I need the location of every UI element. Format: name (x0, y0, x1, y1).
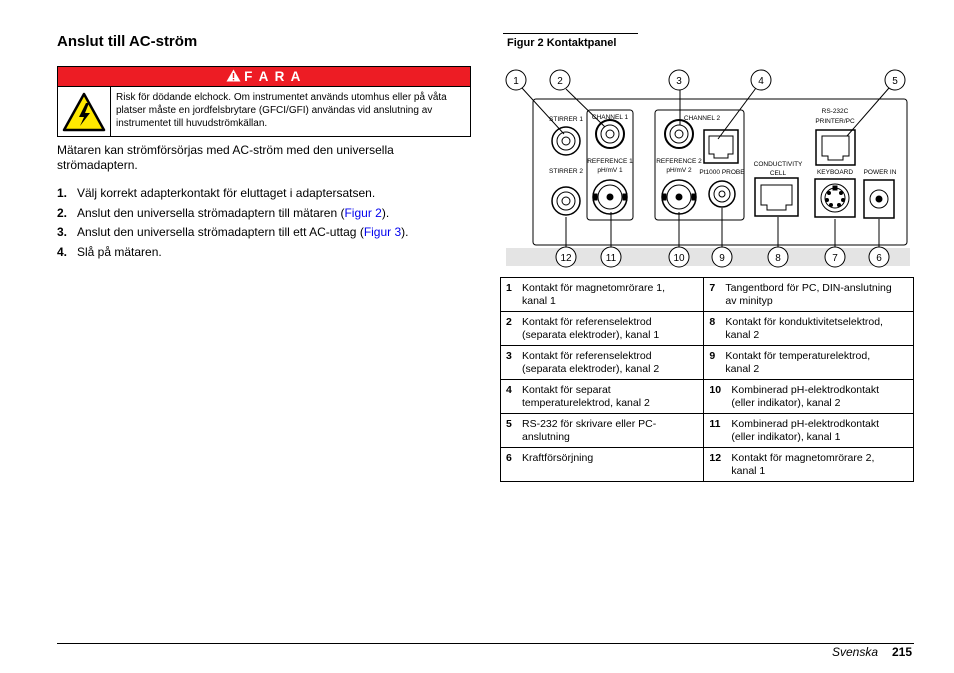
legend-number: 12 (709, 452, 722, 464)
legend-table (500, 277, 914, 482)
callout-number: 5 (892, 76, 898, 87)
label-reference-2: REFERENCE 2 (656, 158, 702, 165)
step-text-end: ). (401, 225, 409, 239)
danger-icon-cell (58, 87, 111, 136)
legend-number: 3 (506, 350, 512, 362)
table-row (501, 346, 914, 380)
step-number: 4. (57, 244, 68, 259)
table-row (501, 380, 914, 414)
step-number: 1. (57, 186, 68, 200)
label-conductivity: CONDUCTIVITY (753, 161, 803, 168)
electric-shock-icon (62, 92, 106, 132)
callout-number: 10 (673, 253, 685, 264)
legend-number: 5 (506, 418, 512, 430)
legend-text: RS-232 för skrivare eller PC-anslutning (522, 418, 657, 443)
step-text-end: ). (381, 205, 390, 220)
footer-page-number: 215 (892, 645, 913, 659)
legend-text: Kontakt för temperaturelektrod, kanal 2 (725, 350, 871, 375)
figure-2-link[interactable]: Figur 2 (344, 205, 382, 220)
callout-number: 3 (676, 76, 682, 87)
footer-language: Svenska (832, 645, 879, 659)
legend-text: Kraftförsörjning (522, 452, 594, 464)
list-item (57, 206, 477, 226)
figure-3-link[interactable]: Figur 3 (363, 225, 402, 239)
bnc-2-connector (662, 180, 696, 214)
step-number: 2. (57, 205, 68, 220)
label-stirrer-1: STIRRER 1 (549, 116, 583, 123)
legend-number: 6 (506, 452, 512, 464)
step-list (57, 186, 477, 264)
table-row (501, 414, 914, 448)
legend-text: Kontakt för konduktivitetselektrod, kanal 2 (725, 316, 883, 341)
table-row (501, 278, 914, 312)
legend-text: Kombinerad pH-elektrodkontakt (eller indikator), kanal 1 (731, 418, 880, 443)
callout-number: 2 (557, 76, 563, 87)
list-item (57, 186, 477, 206)
legend-number: 4 (506, 384, 512, 396)
label-channel-2: CHANNEL 2 (683, 115, 721, 122)
label-rs232: RS-232C (821, 108, 849, 115)
callout-number: 12 (560, 253, 572, 264)
callout-number: 9 (719, 253, 725, 264)
intro-text: Mätaren kan strömförsörjas med AC-ström med den universella strömadaptern. (57, 143, 394, 172)
figure-caption: Figur 2 Kontaktpanel (507, 37, 617, 49)
step-number: 3. (57, 225, 68, 239)
label-pt1000: Pt1000 PROBE (699, 169, 745, 176)
label-keyboard: KEYBOARD (816, 169, 854, 176)
table-row (501, 312, 914, 346)
legend-number: 9 (709, 350, 716, 362)
callout-number: 7 (832, 253, 838, 264)
list-item (57, 225, 477, 245)
danger-notice (57, 66, 471, 137)
legend-number: 11 (709, 418, 721, 430)
label-stirrer-2: STIRRER 2 (549, 168, 583, 175)
danger-label: F A R A (244, 69, 302, 84)
step-text: Anslut den universella strömadaptern till mätaren ( (77, 205, 345, 220)
legend-number: 1 (506, 282, 512, 294)
callout-number: 8 (775, 253, 781, 264)
danger-header (58, 67, 470, 87)
legend-text: Kontakt för referenselektrod (separata elektroder), kanal 1 (522, 316, 660, 341)
label-phmv-2: pH/mV 2 (666, 167, 692, 174)
label-power: POWER IN (863, 169, 897, 176)
label-reference-1: REFERENCE 1 (587, 158, 633, 165)
label-cell: CELL (769, 170, 787, 177)
legend-text: Tangentbord för PC, DIN-anslutning av minityp (725, 282, 892, 307)
table-row (501, 448, 914, 482)
callout-number: 11 (605, 253, 617, 264)
legend-text: Kontakt för referenselektrod (separata elektroder), kanal 2 (522, 350, 660, 375)
legend-number: 7 (709, 282, 716, 294)
callout-number: 4 (758, 76, 764, 87)
legend-number: 8 (709, 316, 716, 328)
callout-number: 6 (876, 253, 882, 264)
legend-number: 10 (709, 384, 722, 396)
label-channel-1: CHANNEL 1 (591, 114, 629, 121)
figure-rule (503, 33, 638, 34)
bnc-1-connector (593, 180, 627, 214)
legend-text: Kontakt för magnetomrörare 1, kanal 1 (522, 282, 665, 307)
legend-text: Kontakt för separat temperaturelektrod, kanal 2 (522, 384, 650, 409)
danger-text: Risk för dödande elchock. Om instrumentet används utomhus eller på våta platser måste en jordfelsbrytare (GFCI/GFI) användas vid anslutning av instrumentet till huvudströmkällan. (116, 92, 447, 129)
label-phmv-1: pH/mV 1 (597, 167, 623, 174)
step-text: Slå på mätaren. (77, 244, 162, 259)
callout-number: 1 (513, 76, 519, 87)
legend-text: Kombinerad pH-elektrodkontakt (eller indikator), kanal 2 (731, 384, 880, 409)
section-title: Anslut till AC-ström (57, 33, 198, 50)
footer-rule (57, 643, 914, 644)
label-printer: PRINTER/PC (815, 118, 855, 125)
connector-panel-diagram (500, 62, 914, 274)
step-text: Anslut den universella strömadaptern till ett AC-uttag ( (77, 225, 364, 239)
step-text: Välj korrekt adapterkontakt för eluttaget i adaptersatsen. (77, 186, 376, 200)
warning-triangle-icon (226, 69, 241, 82)
legend-text: Kontakt för magnetomrörare 2, kanal 1 (731, 452, 875, 477)
legend-number: 2 (506, 316, 512, 328)
list-item (57, 245, 477, 265)
